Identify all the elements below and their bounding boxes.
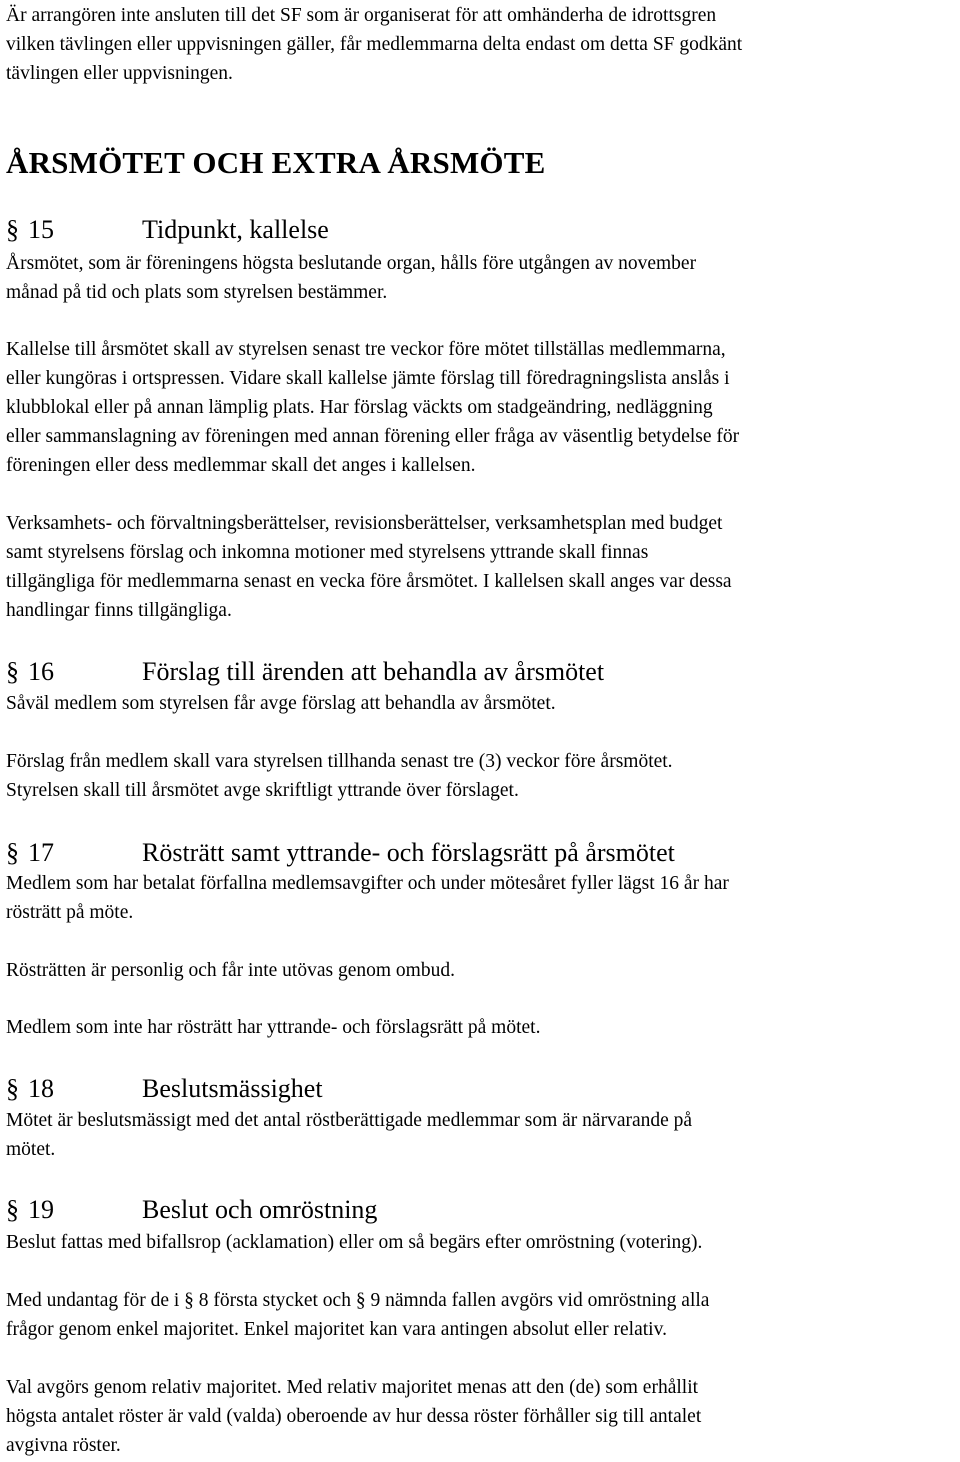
section-15-paragraph-1: Årsmötet, som är föreningens högsta beslutande organ, hålls före utgången av november månad på tid och plats som styrelsen bestämmer. (6, 253, 697, 303)
section-19-paragraph-1: Beslut fattas med bifallsrop (acklamation) eller om så begärs efter omröstning (votering). (6, 1232, 703, 1253)
section-16-heading (6, 655, 604, 689)
section-15-paragraph-3: Verksamhets- och förvaltningsberättelser, revisionsberättelser, verksamhetsplan med budget samt styrelsens förslag och inkomna motioner med styrelsens yttrande skall finnas tillgängliga för medlemmarna senast en vecka före årsmötet. I kallelsen skall anges var dessa handlingar finns tillgängliga. (6, 513, 732, 621)
section-19-paragraph-2: Med undantag för de i § 8 första stycket och § 9 nämnda fallen avgörs vid omröstning alla frågor genom enkel majoritet. Enkel majoritet kan vara antingen absolut eller relativ. (6, 1290, 710, 1340)
section-17-paragraph-3: Medlem som inte har rösträtt har yttrande- och förslagsrätt på mötet. (6, 1017, 541, 1038)
section-number: 19 (28, 1195, 54, 1224)
section-symbol: § (6, 657, 19, 686)
section-17-paragraph-1: Medlem som har betalat förfallna medlemsavgifter och under mötesåret fyller lägst 16 år har rösträtt på möte. (6, 873, 729, 923)
section-symbol: § (6, 838, 19, 867)
section-17-paragraph-2: Rösträtten är personlig och får inte utövas genom ombud. (6, 960, 455, 981)
section-19-paragraph-3: Val avgörs genom relativ majoritet. Med relativ majoritet menas att den (de) som erhållit högsta antalet röster är vald (valda) oberoende av hur dessa röster förhåller sig till antalet avgivna röster. (6, 1377, 702, 1456)
section-15-heading (6, 213, 329, 247)
main-heading: ÅRSMÖTET OCH EXTRA ÅRSMÖTE (6, 145, 546, 180)
section-title: Förslag till ärenden att behandla av årsmötet (142, 657, 605, 686)
section-number: 18 (28, 1074, 54, 1103)
section-symbol: § (6, 1195, 19, 1224)
section-16-paragraph-1: Såväl medlem som styrelsen får avge förslag att behandla av årsmötet. (6, 693, 556, 714)
section-17-heading (6, 836, 675, 870)
intro-paragraph: Är arrangören inte ansluten till det SF som är organiserat för att omhänderha de idrottsgren vilken tävlingen eller uppvisningen gäller, får medlemmarna delta endast om detta SF godkänt tävlingen eller uppvisningen. (6, 5, 743, 84)
section-symbol: § (6, 1074, 19, 1103)
section-number: 15 (28, 215, 54, 244)
section-title: Beslut och omröstning (142, 1195, 378, 1224)
section-15-paragraph-2: Kallelse till årsmötet skall av styrelsen senast tre veckor före mötet tillställas medlemmarna, eller kungöras i ortspressen. Vidare skall kallelse jämte förslag till föredragningslista anslås i klubblokal eller på annan lämplig plats. Har förslag väckts om stadgeändring, nedläggning eller sammanslagning av föreningen med annan förening eller fråga av väsentlig betydelse för föreningen eller dess medlemmar skall det anges i kallelsen. (6, 339, 740, 476)
section-19-heading (6, 1193, 377, 1227)
section-title: Rösträtt samt yttrande- och förslagsrätt på årsmötet (142, 838, 675, 867)
section-18-heading (6, 1072, 323, 1106)
section-18-paragraph-1: Mötet är beslutsmässigt med det antal röstberättigade medlemmar som är närvarande på mötet. (6, 1110, 693, 1160)
section-title: Tidpunkt, kallelse (142, 215, 329, 244)
section-16-paragraph-2: Förslag från medlem skall vara styrelsen tillhanda senast tre (3) veckor före årsmötet. Styrelsen skall till årsmötet avge skriftligt yttrande över förslaget. (6, 751, 673, 801)
section-number: 17 (28, 838, 54, 867)
section-number: 16 (28, 657, 54, 686)
section-title: Beslutsmässighet (142, 1074, 323, 1103)
section-symbol: § (6, 215, 19, 244)
